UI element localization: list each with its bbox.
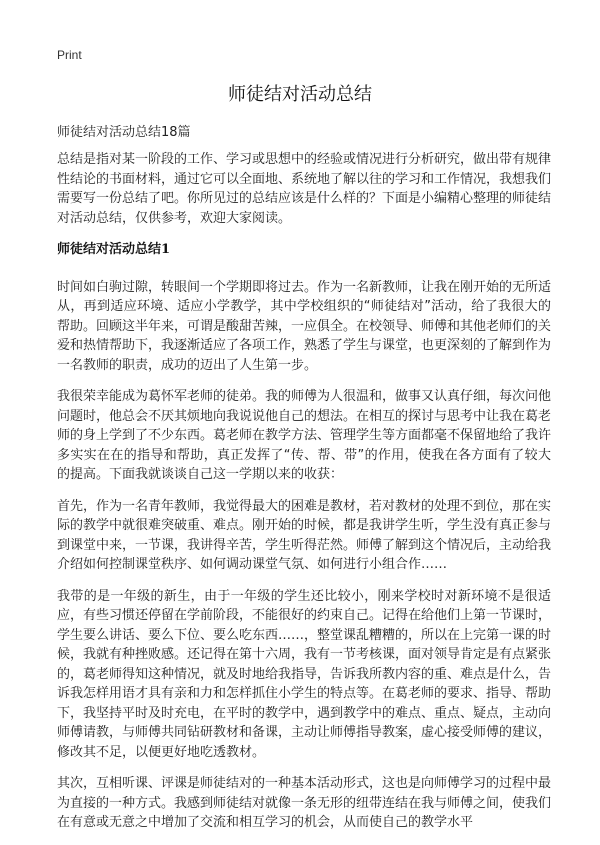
section-heading: 师徒结对活动总结1 — [57, 242, 171, 257]
print-label[interactable]: Print — [57, 48, 82, 62]
page-title: 师徒结对活动总结 — [228, 84, 372, 105]
page-subtitle: 师徒结对活动总结18篇 — [57, 125, 191, 140]
article-body — [57, 150, 551, 845]
body-paragraph: 首先，作为一名青年教师，我觉得最大的困难是教材，若对教材的处理不到位，那在实际的教学中就很难突破重、难点。刚开始的时候，都是我讲学生听，学生没有真正参与到课堂中来，一节课，我讲得辛苦，学生听得茫然。师傅了解到这个情况后，主动给我介绍如何控制课堂秩序、如何调动课堂气氛、如何进行小组合作…… — [57, 498, 552, 572]
intro-paragraph: 总结是指对某一阶段的工作、学习或思想中的经验或情况进行分析研究，做出带有规律性结论的书面材料，通过它可以全面地、系统地了解以往的学习和工作情况，我想我们需要写一份总结了吧。你所见过的总结应该是什么样的？下面是小编精心整理的师徒结对活动总结，仅供参考，欢迎大家阅读。 — [57, 152, 552, 226]
body-paragraph: 我带的是一年级的新生，由于一年级的学生还比较小，刚来学校时对新环境不是很适应，有些习惯还停留在学前阶段，不能很好的约束自己。记得在给他们上第一节课时，学生要么讲话、要么下位、要么吃东西……，整堂课乱糟糟的，所以在上完第一课的时候，我就有种挫败感。还记得在第十六周，我有一节考核课，面对领导肯定是有点紧张的，葛老师得知这种情况，就及时地给我指导，告诉我所教内容的重、难点是什么，告诉我怎样用语才具有亲和力和怎样抓住小学生的特点等。在葛老师的要求、指导、帮助下，我坚持平时及时充电，在平时的教学中，遇到教学中的难点、重点、疑点，主动向师傅请教，与师傅共同钻研教材和备课，主动让师傅指导教案，虚心接受师傅的建议，修改其不足，以便更好地吃透教材。 — [57, 588, 552, 760]
body-paragraph: 其次，互相听课、评课是师徒结对的一种基本活动形式，这也是向师傅学习的过程中最为直接的一种方式。我感到师徒结对就像一条无形的纽带连结在我与师傅之间，使我们在有意或无意之中增加了交流和相互学习的机会，从而使自己的教学水平 — [57, 776, 552, 830]
body-paragraph: 我很荣幸能成为葛怀军老师的徒弟。我的师傅为人很温和，做事又认真仔细，每次问他问题时，他总会不厌其烦地向我说说他自己的想法。在相互的探讨与思考中让我在葛老师的身上学到了不少东西。葛老师在教学方法、管理学生等方面都毫不保留地给了我许多实实在在的指导和帮助，真正发挥了“传、帮、带”的作用，使我在各方面有了较大的提高。下面我就谈谈自己这一学期以来的收获： — [57, 389, 552, 482]
body-paragraph: 时间如白驹过隙，转眼间一个学期即将过去。作为一名新教师，让我在刚开始的无所适从，再到适应环境、适应小学教学，其中学校组织的“师徒结对”活动，给了我很大的帮助。回顾这半年来，可谓是酸甜苦辣，一应俱全。在校领导、师傅和其他老师们的关爱和热情帮助下，我逐渐适应了各项工作，熟悉了学生与课堂，也更深刻的了解到作为一名教师的职责，成功的迈出了人生第一步。 — [57, 279, 552, 373]
